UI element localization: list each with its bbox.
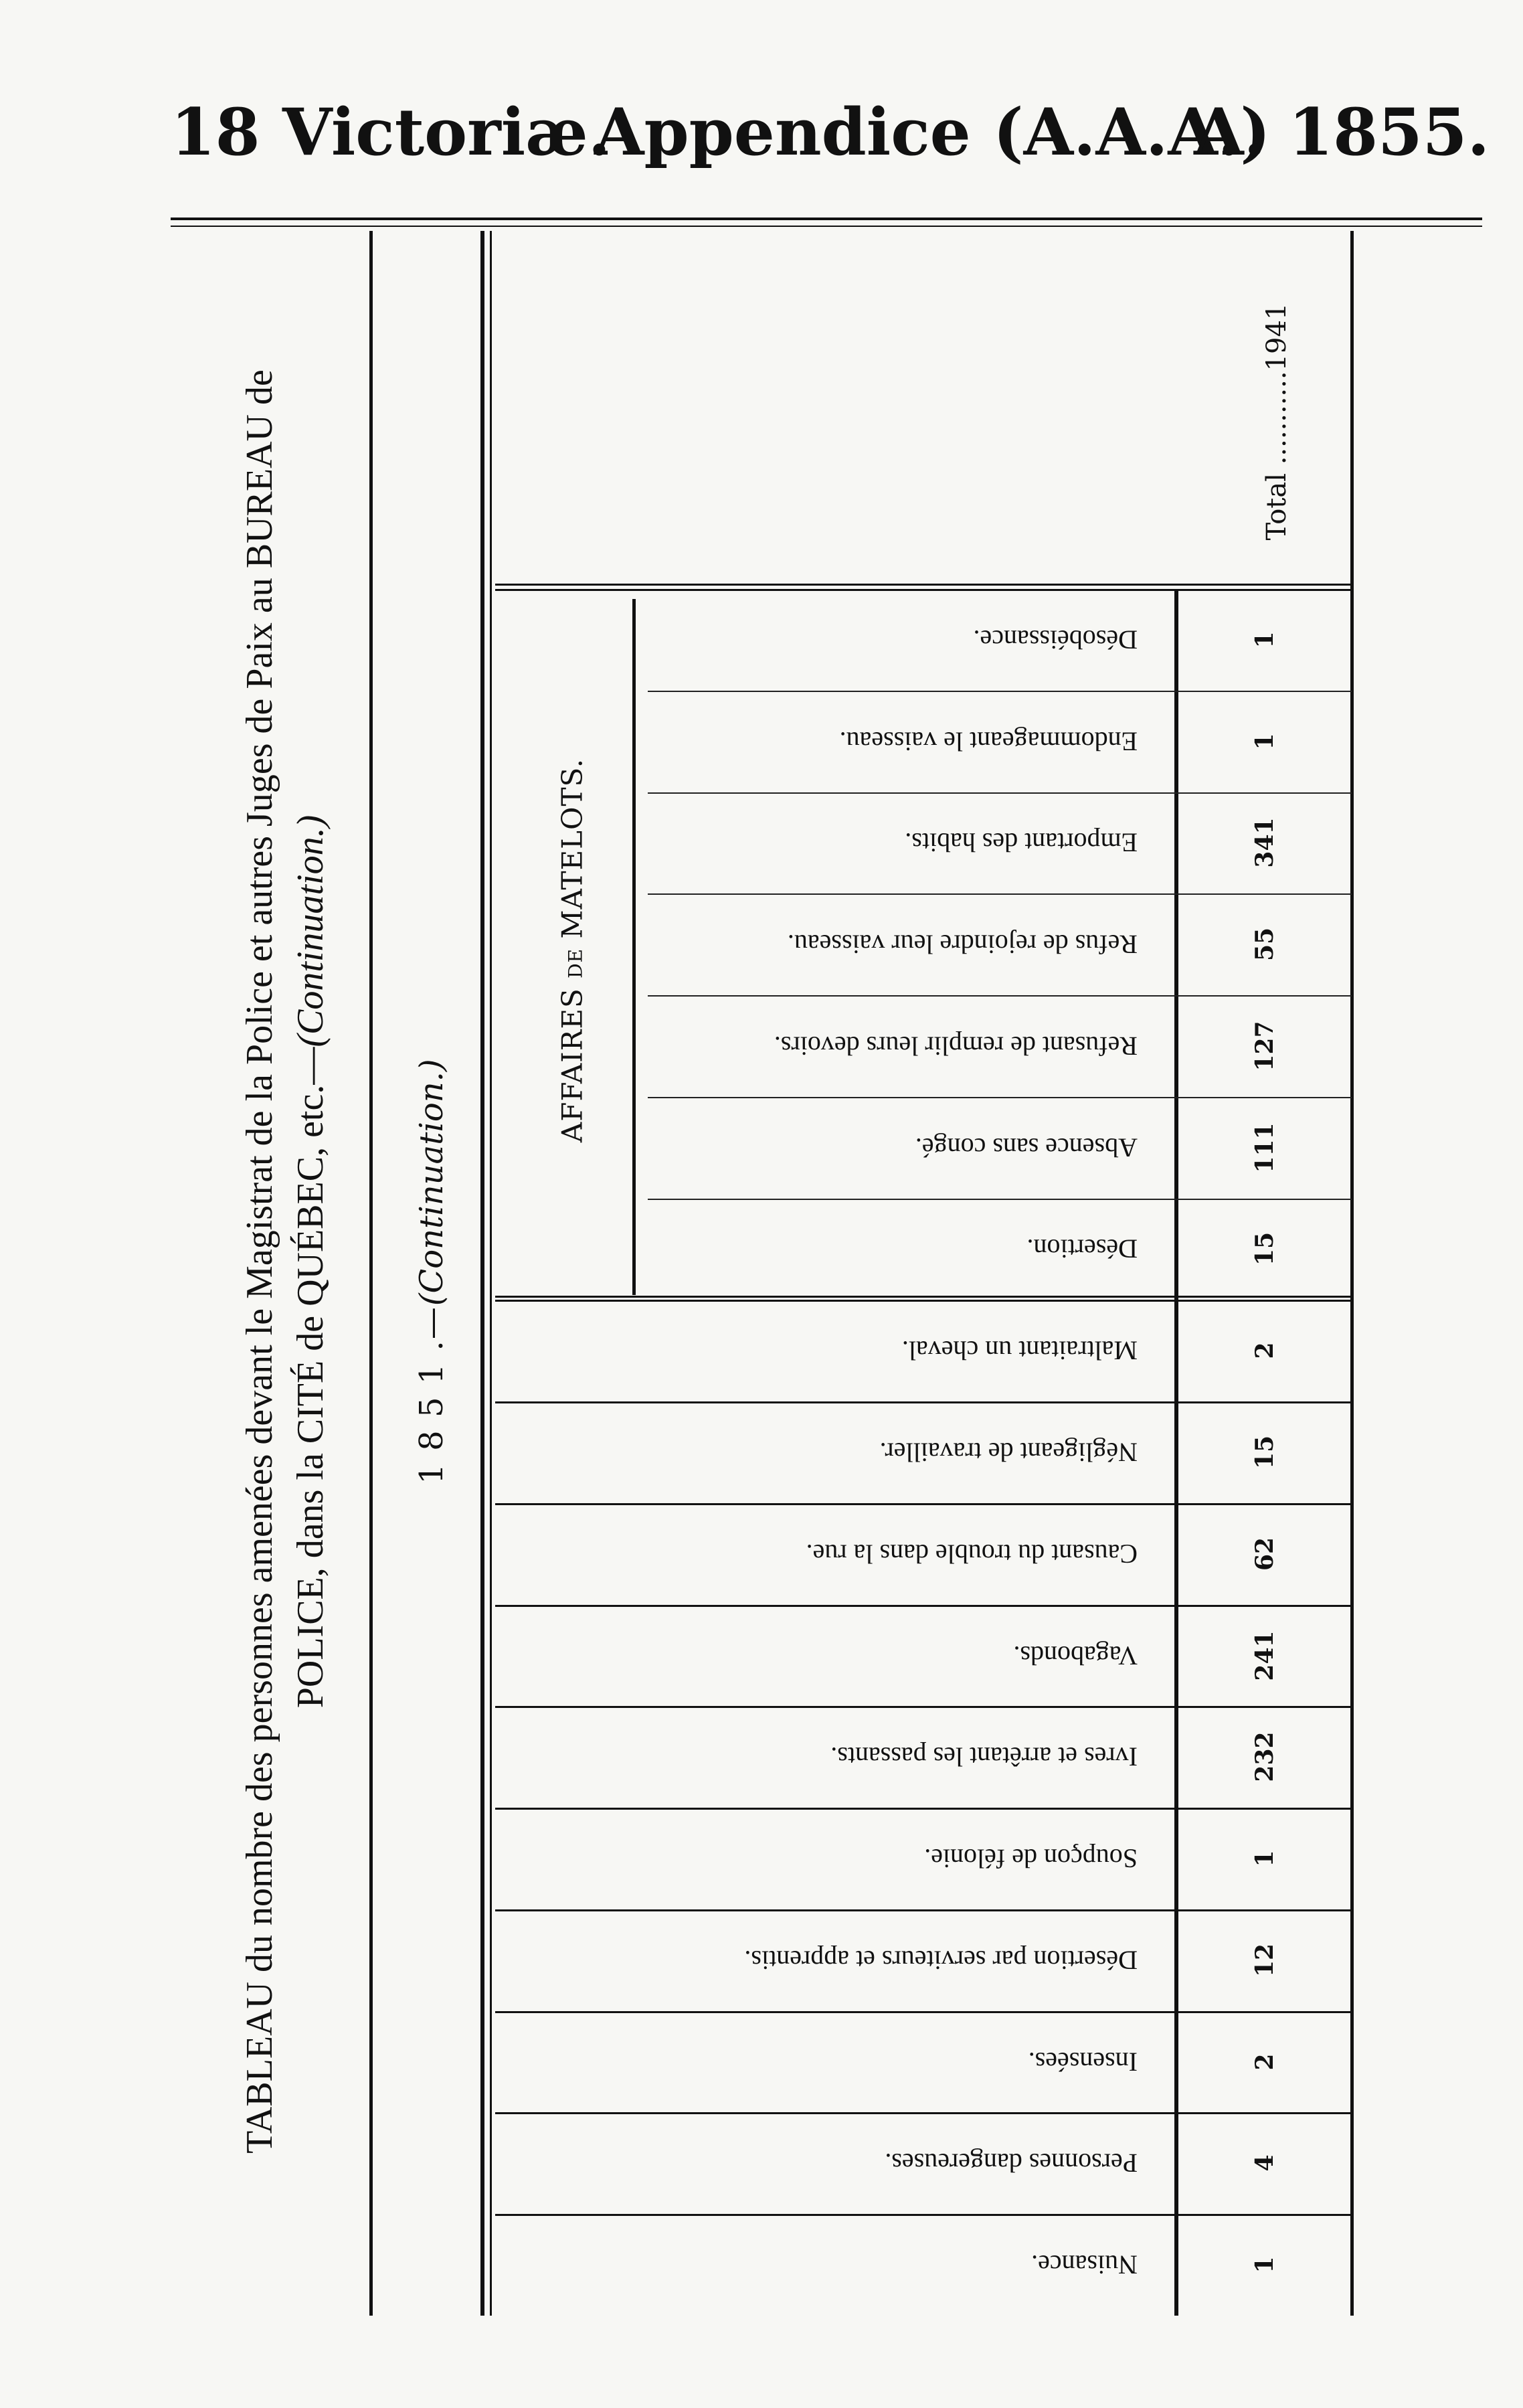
total-label: Total ........... bbox=[1261, 371, 1292, 541]
row-label: Causant du trouble dans la rue. bbox=[806, 1539, 1138, 1569]
total-value: 1941 bbox=[1261, 303, 1292, 371]
row-label: Désertion par serviteurs et apprentis. bbox=[744, 1945, 1138, 1976]
row-label: Refus de rejoindre leur vaisseau. bbox=[787, 929, 1138, 960]
group-label-a: AFFAIRES bbox=[555, 988, 589, 1143]
group-divider bbox=[632, 599, 636, 1295]
row-value: 1 bbox=[1251, 733, 1279, 750]
row-value: 341 bbox=[1251, 817, 1279, 868]
total-line bbox=[1261, 303, 1292, 541]
table-right-border bbox=[1350, 231, 1354, 2316]
row-label: Endommageant le vaisseau. bbox=[839, 726, 1138, 757]
row-value: 2 bbox=[1251, 2053, 1279, 2071]
row-value: 55 bbox=[1251, 928, 1279, 962]
total-row-border bbox=[495, 584, 1352, 586]
row-value: 127 bbox=[1251, 1021, 1279, 1071]
group-label-sailors bbox=[556, 758, 589, 1142]
table-title bbox=[234, 258, 368, 2265]
table-title-line2 bbox=[285, 258, 336, 2265]
table-title-line2-main: POLICE, dans la CITÉ de QUÉBEC, etc.— bbox=[290, 1047, 331, 1709]
row-value: 2 bbox=[1251, 1342, 1279, 1359]
row-label: Vagabonds. bbox=[1013, 1640, 1138, 1671]
row-value: 15 bbox=[1251, 1435, 1279, 1470]
row-label: Emportant des habits. bbox=[905, 827, 1138, 858]
row-label: Ivres et arrêtant les passants. bbox=[830, 1741, 1138, 1772]
group-end-border bbox=[495, 1296, 1352, 1298]
year-heading bbox=[413, 1059, 450, 1484]
row-divider bbox=[495, 2112, 1352, 2114]
header-rule-thin bbox=[171, 226, 1482, 227]
row-divider bbox=[495, 2011, 1352, 2013]
value-column-divider bbox=[1174, 589, 1178, 2316]
year-continuation: (Continuation.) bbox=[413, 1059, 450, 1306]
row-divider bbox=[648, 995, 1352, 997]
row-divider bbox=[648, 893, 1352, 895]
row-divider bbox=[495, 1605, 1352, 1607]
row-value: 232 bbox=[1251, 1731, 1279, 1782]
header-session: 18 Victoriæ. bbox=[171, 94, 611, 170]
row-divider bbox=[648, 1097, 1352, 1098]
row-label: Insensées. bbox=[1028, 2047, 1138, 2077]
row-divider bbox=[648, 792, 1352, 794]
table-left-border bbox=[480, 231, 484, 2316]
header-year: A. 1855. bbox=[1194, 94, 1490, 170]
row-label: Soupçon de félonie. bbox=[924, 1843, 1138, 1874]
row-divider bbox=[495, 1706, 1352, 1708]
row-divider bbox=[648, 1199, 1352, 1200]
group-label-small: DE bbox=[564, 948, 587, 978]
table-title-line1: TABLEAU du nombre des personnes amenées devant le Magistrat de la Police et autres Juges de Paix au BUREAU de bbox=[239, 369, 280, 2154]
row-value: 241 bbox=[1251, 1630, 1279, 1681]
row-value: 4 bbox=[1251, 2154, 1279, 2172]
row-divider bbox=[495, 1401, 1352, 1403]
row-label: Négligeant de travailler. bbox=[879, 1437, 1138, 1468]
row-label: Désertion. bbox=[1026, 1233, 1138, 1264]
row-value: 62 bbox=[1251, 1537, 1279, 1571]
row-label: Personnes dangereuses. bbox=[885, 2148, 1138, 2178]
row-value: 1 bbox=[1251, 631, 1279, 649]
year-value: 1 8 5 1 .— bbox=[413, 1306, 450, 1484]
row-label: Nuisance. bbox=[1031, 2249, 1138, 2280]
row-value: 15 bbox=[1251, 1232, 1279, 1266]
table-left-border-inner bbox=[490, 231, 492, 2316]
row-label: Refusant de remplir leurs devoirs. bbox=[774, 1031, 1138, 1061]
total-row-border-2 bbox=[495, 589, 1352, 591]
header-appendix: Appendice (A.A.A.) bbox=[594, 94, 1271, 170]
row-divider bbox=[495, 2214, 1352, 2216]
row-value: 12 bbox=[1251, 1943, 1279, 1977]
title-divider bbox=[369, 231, 373, 2316]
group-end-border-2 bbox=[495, 1300, 1352, 1302]
row-divider bbox=[495, 1909, 1352, 1911]
header-rule bbox=[171, 218, 1482, 220]
table-title-line2-italic: (Continuation.) bbox=[290, 814, 331, 1047]
row-label: Maltraitant un cheval. bbox=[901, 1335, 1138, 1366]
row-value: 111 bbox=[1251, 1122, 1279, 1173]
row-divider bbox=[648, 691, 1352, 692]
row-label: Désobéissance. bbox=[973, 624, 1138, 655]
row-divider bbox=[495, 1503, 1352, 1505]
row-value: 1 bbox=[1251, 2256, 1279, 2273]
row-divider bbox=[495, 1808, 1352, 1810]
row-value: 1 bbox=[1251, 1850, 1279, 1867]
row-label: Absence sans congé. bbox=[915, 1132, 1138, 1163]
group-label-b: MATELOTS. bbox=[555, 758, 589, 939]
